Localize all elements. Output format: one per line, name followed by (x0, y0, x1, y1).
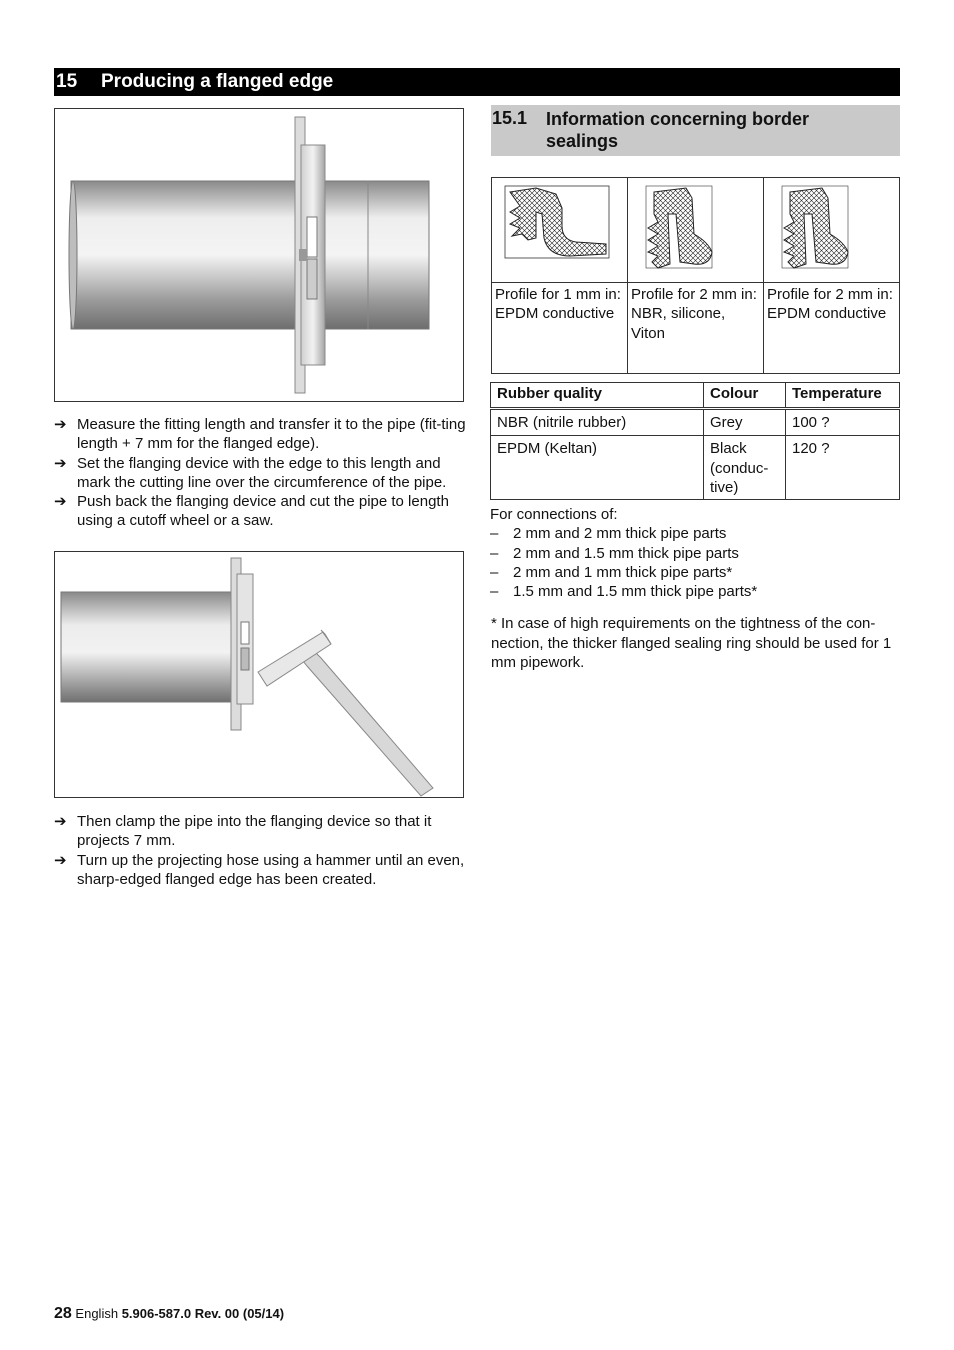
subsection-title: Information concerning border sealings (546, 109, 810, 151)
table-cell: 100 ? (786, 409, 900, 436)
column-header: Temperature (786, 383, 900, 409)
list-item: – 2 mm and 1 mm thick pipe parts* (490, 563, 733, 581)
step-item (54, 454, 466, 493)
table-cell: 120 ? (786, 436, 900, 500)
step-item (54, 812, 466, 851)
column-header: Rubber quality (491, 383, 704, 409)
step-item (54, 415, 466, 454)
footer-language: English (75, 1306, 119, 1321)
table-row (491, 436, 900, 500)
dash-bullet: – (490, 583, 499, 601)
profile-description: Profile for 2 mm in: NBR, silicone, Viton (628, 283, 764, 374)
dash-bullet: – (490, 544, 499, 562)
dash-bullet: – (490, 525, 499, 543)
table-cell: Black (conduc-tive) (704, 436, 786, 500)
step-list-2 (54, 812, 466, 889)
pipe-flanging-figure (54, 108, 464, 402)
hammer-flanging-figure (54, 551, 464, 798)
arrow-right-icon: ➔ (54, 454, 67, 472)
step-text: Measure the fitting length and transfer it to the pipe (fit-ting length + 7 mm for the flanged edge). (77, 416, 466, 453)
seal-profile-2mm-epdm-drawing (764, 178, 899, 278)
step-text: Set the flanging device with the edge to this length and mark the cutting line over the circumference of the pipe. (77, 454, 447, 491)
arrow-right-icon: ➔ (54, 493, 67, 511)
subsection-number: 15.1 (492, 108, 528, 128)
rubber-quality-table (490, 382, 900, 500)
step-item (54, 492, 466, 531)
connections-list (490, 505, 902, 601)
table-cell: Grey (704, 409, 786, 436)
page-number: 28 (54, 1305, 72, 1322)
seal-profiles-table (491, 177, 900, 374)
seal-profile-2mm-nbr-drawing (628, 178, 763, 278)
table-cell: EPDM (Keltan) (491, 436, 704, 500)
hammer-flanging-illustration (55, 552, 463, 797)
column-header: Colour (704, 383, 786, 409)
section-header (54, 68, 900, 96)
table-cell: NBR (nitrile rubber) (491, 409, 704, 436)
section-number: 15 (56, 71, 78, 92)
list-item: – 1.5 mm and 1.5 mm thick pipe parts* (490, 583, 758, 601)
profile-description: Profile for 1 mm in: EPDM conductive (492, 283, 628, 374)
step-text: Push back the flanging device and cut the pipe to length using a cutoff wheel or a saw. (77, 493, 449, 530)
pipe-flanging-illustration (55, 109, 463, 401)
footer-doc-id: 5.906-587.0 Rev. 00 (05/14) (121, 1306, 285, 1321)
arrow-right-icon: ➔ (54, 416, 67, 433)
page-footer (54, 1305, 284, 1323)
step-item (54, 851, 466, 890)
list-item: – 2 mm and 1.5 mm thick pipe parts (490, 544, 739, 562)
arrow-right-icon: ➔ (54, 813, 67, 830)
step-list-1 (54, 415, 466, 531)
seal-profile-1mm-drawing (492, 178, 627, 278)
section-title: Producing a flanged edge (101, 71, 334, 92)
arrow-right-icon: ➔ (54, 851, 67, 869)
footnote-text: * In case of high requirements on the tightness of the con-nection, the thicker flanged sealing ring should be used for 1 mm pipework. (491, 615, 892, 671)
list-item: – 2 mm and 2 mm thick pipe parts (490, 525, 727, 543)
subsection-header (491, 105, 900, 156)
table-row (491, 409, 900, 436)
dash-bullet: – (490, 563, 499, 581)
step-text: Then clamp the pipe into the flanging device so that it projects 7 mm. (77, 813, 432, 850)
connections-intro: For connections of: (490, 506, 618, 523)
profile-image-cell (628, 178, 764, 283)
profile-description: Profile for 2 mm in: EPDM conductive (764, 283, 900, 374)
step-text: Turn up the projecting hose using a hammer until an even, sharp-edged flanged edge has been created. (77, 851, 465, 888)
profile-image-cell (764, 178, 900, 283)
profile-image-cell (492, 178, 628, 283)
